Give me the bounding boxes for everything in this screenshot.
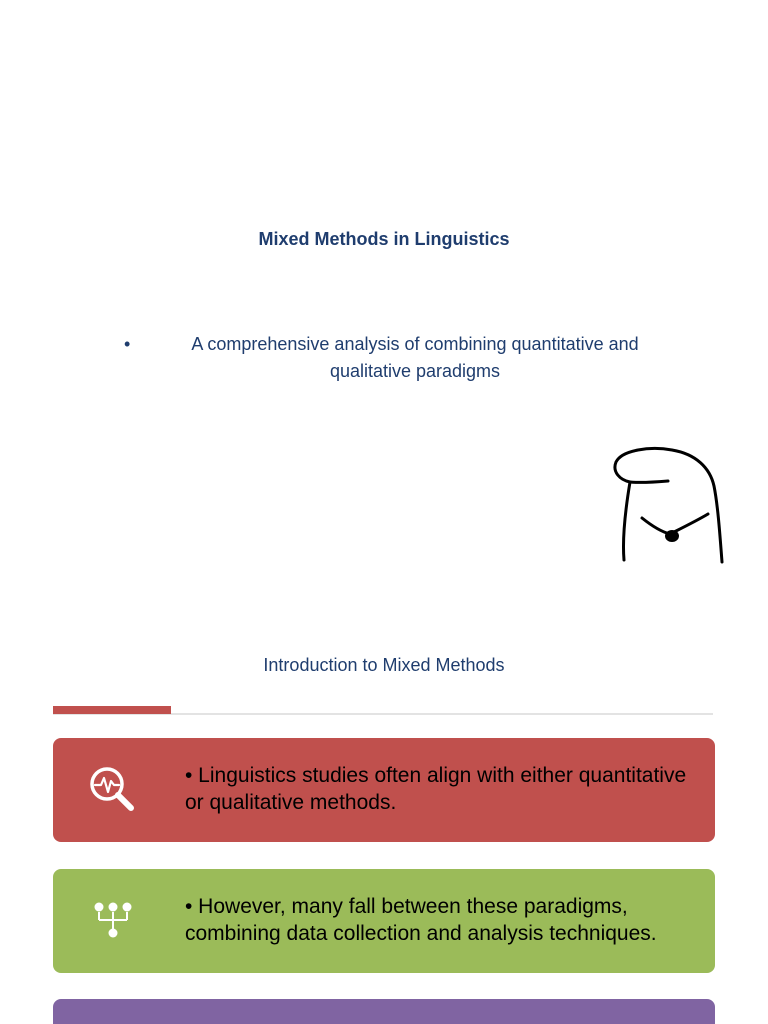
sketch-character-icon [606, 446, 730, 566]
section-heading: Introduction to Mixed Methods [263, 655, 505, 675]
hierarchy-nodes-icon [87, 895, 139, 947]
subtitle-bullet: • [124, 334, 131, 354]
info-card-1 [53, 738, 715, 842]
info-card-3 [53, 999, 715, 1024]
info-card-2 [53, 869, 715, 973]
slide-title: Mixed Methods in Linguistics [258, 229, 510, 249]
magnifier-pulse-icon [87, 764, 139, 816]
info-card-2-text: • However, many fall between these paradigms, combining data collection and analysis techniques. [185, 895, 657, 945]
section-divider-accent [53, 706, 171, 714]
info-card-1-text: • Linguistics studies often align with either quantitative or qualitative methods. [185, 764, 687, 814]
subtitle-text: A comprehensive analysis of combining quantitative and qualitative paradigms [191, 334, 639, 381]
subtitle-block [120, 331, 676, 385]
